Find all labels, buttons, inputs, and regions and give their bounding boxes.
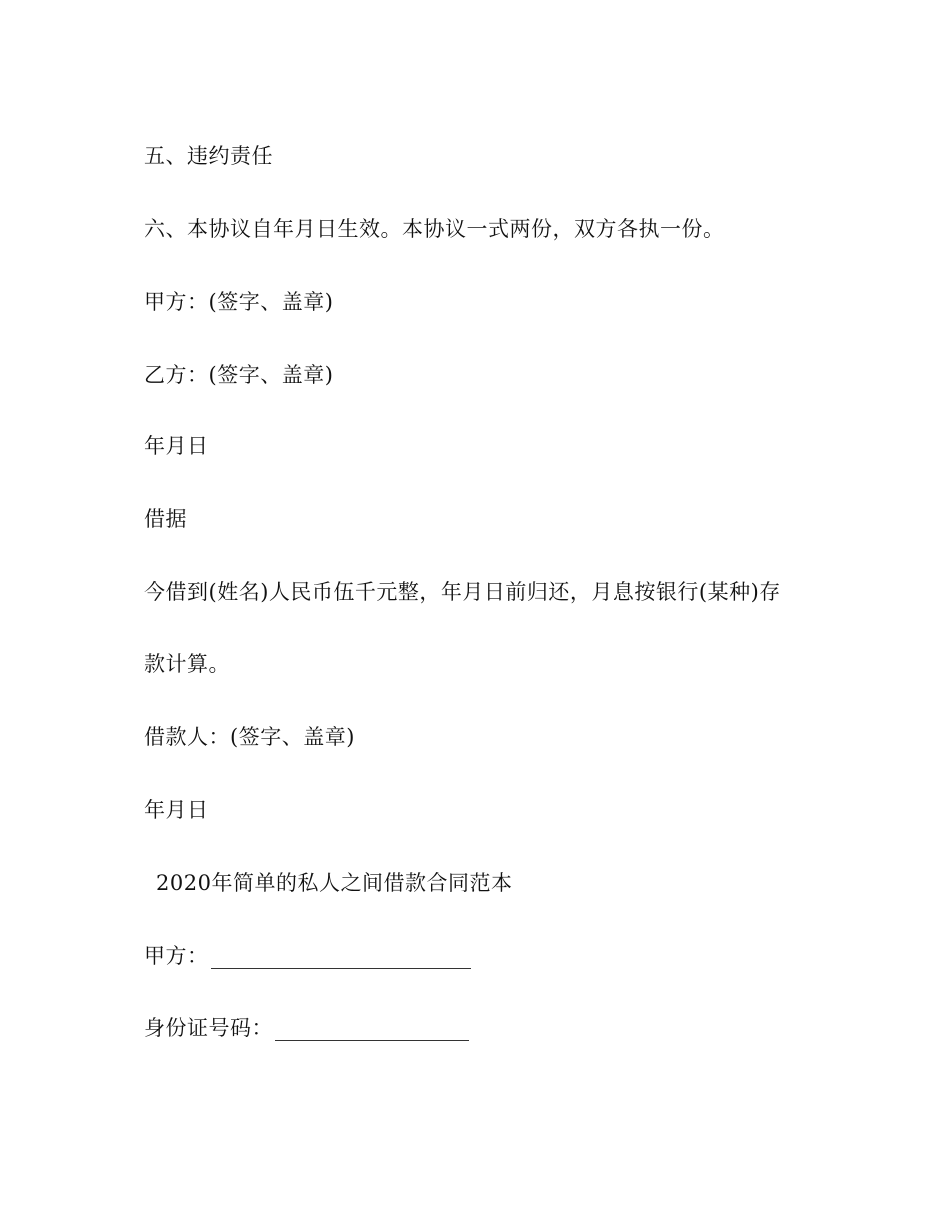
date-line-1: 年月日 [144,434,209,458]
party-b-signature: 乙方：(签字、盖章) [144,363,334,387]
date-line-2: 年月日 [144,798,209,822]
party-a-signature: 甲方：(签字、盖章) [144,290,334,314]
borrower-signature: 借款人：(签字、盖章) [144,725,355,749]
party-a-label: 甲方： [144,944,209,968]
receipt-title: 借据 [144,507,187,531]
contract-title: 2020年简单的私人之间借款合同范本 [156,871,513,895]
id-number-label: 身份证号码： [144,1016,273,1040]
id-number-field-row [144,1015,469,1041]
party-a-field-row [144,943,471,969]
receipt-body-line-2: 款计算。 [144,652,230,676]
receipt-body-line-1: 今借到(姓名)人民币伍千元整，年月日前归还，月息按银行(某种)存 [144,580,781,604]
party-a-blank [211,948,471,969]
id-number-blank [275,1020,469,1041]
breach-clause: 五、违约责任 [144,144,273,168]
effective-clause: 六、本协议自年月日生效。本协议一式两份，双方各执一份。 [144,217,725,241]
